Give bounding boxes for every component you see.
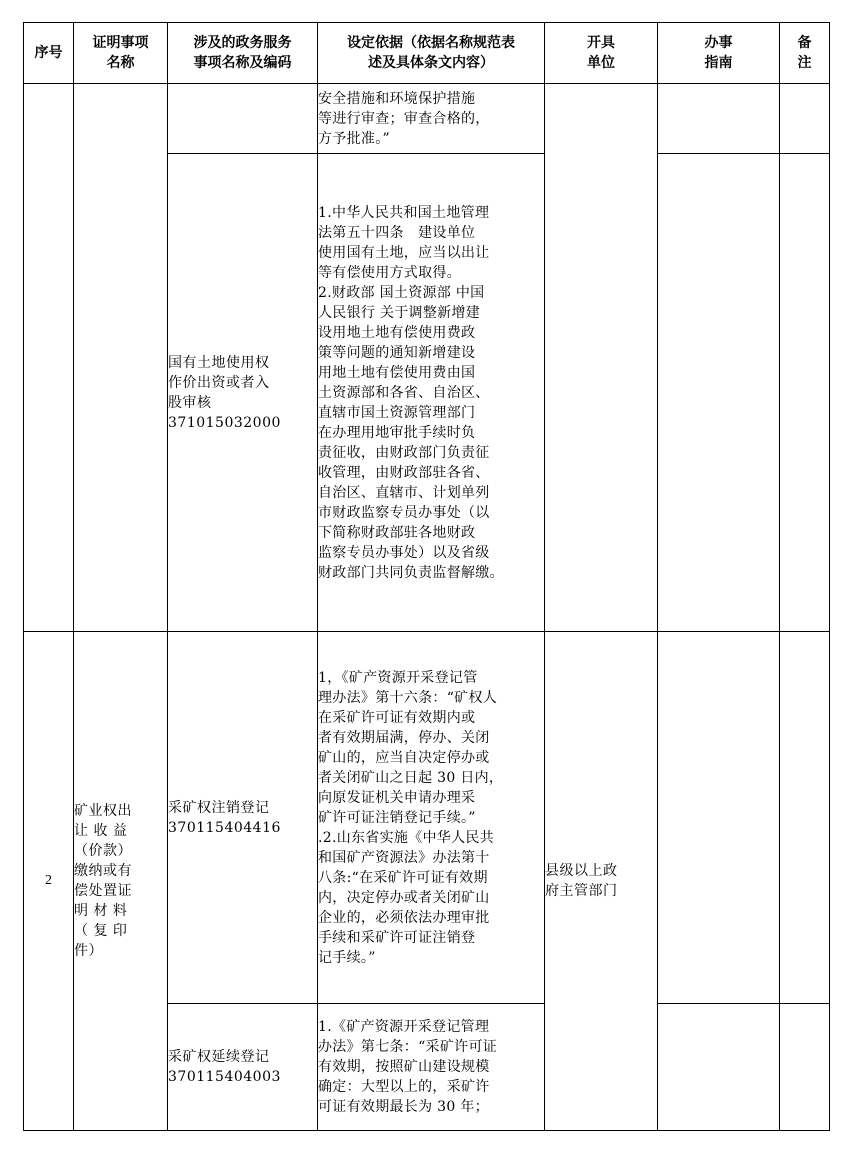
service-item-cell: 采矿权延续登记 370115404003 bbox=[168, 1004, 318, 1131]
seq-cell-blank bbox=[24, 84, 74, 632]
seq-cell: 2 bbox=[24, 632, 74, 1131]
basis-cell: 安全措施和环境保护措施 等进行审查；审查合格的， 方予批准。” bbox=[318, 84, 545, 154]
issuer-cell: 县级以上政 府主管部门 bbox=[545, 632, 658, 1131]
remarks-cell bbox=[780, 84, 830, 154]
header-service-item: 涉及的政务服务 事项名称及编码 bbox=[168, 23, 318, 84]
guide-cell bbox=[658, 1004, 780, 1131]
header-row bbox=[24, 23, 830, 84]
remarks-cell bbox=[780, 154, 830, 632]
guide-cell bbox=[658, 154, 780, 632]
remarks-cell bbox=[780, 632, 830, 1004]
table-row bbox=[24, 84, 830, 154]
basis-cell: 1.中华人民共和国土地管理 法第五十四条 建设单位 使用国有土地，应当以出让 等有偿使用方式取得。 2.财政部 国土资源部 中国 人民银行 关于调整新增建 设用地土地有偿使用费政 策等问题的通知新增建设 用地土地有偿使用费由国 土资源部和各省、自治区、 直辖市国土资源管理部门 在办理用地审批手续时负 责征收，由财政部门负责征 收管理，由财政部驻各省、 自治区、直辖市、计划单列 市财政监察专员办事处（以 下简称财政部驻各地财政 监察专员办事处）以及省级 财政部门共同负责监督解缴。 bbox=[318, 154, 545, 632]
basis-cell: 1，《矿产资源开采登记管 理办法》第十六条：“矿权人 在采矿许可证有效期内或 者有效期届满，停办、关闭 矿山的，应当自决定停办或 者关闭矿山之日起 30 日内， 向原发证机关申请办理采 矿许可证注销登记手续。” .2.山东省实施《中华人民共 和国矿产资源法》办法第十 八条:“在采矿许可证有效期 内，决定停办或者关闭矿山 企业的，必须依法办理审批 手续和采矿许可证注销登 记手续。” bbox=[318, 632, 545, 1004]
service-item-cell: 采矿权注销登记 370115404416 bbox=[168, 632, 318, 1004]
table-row bbox=[24, 632, 830, 1004]
header-remarks: 备 注 bbox=[780, 23, 830, 84]
proof-item-cell-blank bbox=[74, 84, 168, 632]
basis-cell: 1.《矿产资源开采登记管理 办法》第七条：“采矿许可证 有效期，按照矿山建设规模 确定：大型以上的，采矿许 可证有效期最长为 30 年； bbox=[318, 1004, 545, 1131]
issuer-cell-blank bbox=[545, 84, 658, 632]
certification-items-table bbox=[23, 22, 830, 1131]
service-item-cell: 国有土地使用权 作价出资或者入 股审核 371015032000 bbox=[168, 154, 318, 632]
guide-cell bbox=[658, 84, 780, 154]
service-item-cell-blank bbox=[168, 84, 318, 154]
remarks-cell bbox=[780, 1004, 830, 1131]
header-guide: 办事 指南 bbox=[658, 23, 780, 84]
header-seq: 序号 bbox=[24, 23, 74, 84]
header-proof-item: 证明事项 名称 bbox=[74, 23, 168, 84]
header-basis: 设定依据（依据名称规范表 述及具体条文内容） bbox=[318, 23, 545, 84]
header-issuer: 开具 单位 bbox=[545, 23, 658, 84]
guide-cell bbox=[658, 632, 780, 1004]
proof-item-cell: 矿业权出 让 收 益 （价款） 缴纳或有 偿处置证 明 材 料 （ 复 印 件） bbox=[74, 632, 168, 1131]
